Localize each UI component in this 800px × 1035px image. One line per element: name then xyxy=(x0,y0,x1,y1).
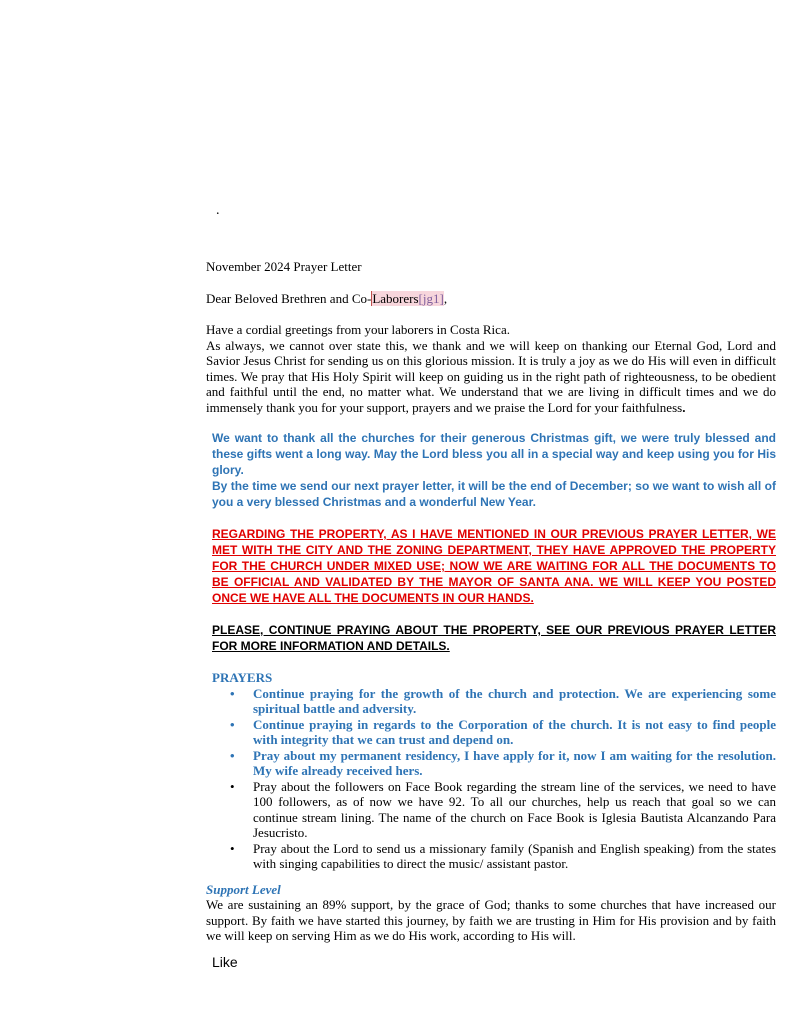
prayer-text: Continue praying for the growth of the church and protection. We are experiencing some spiritual battle and adversity. xyxy=(253,685,776,716)
intro-paragraph xyxy=(206,338,776,416)
intro-line: Have a cordial greetings from your laborers in Costa Rica. xyxy=(206,322,510,337)
list-item xyxy=(230,840,776,872)
greeting-suffix: , xyxy=(443,290,448,306)
list-item xyxy=(230,685,776,717)
prayer-text: Pray about the followers on Face Book regarding the stream line of the services, we need to have 100 followers, as of now we have 92. To all our churches, help us reach that goal so we can continue stream lining. The name of the church on Face Book is Iglesia Bautista Alcanzando Para Jesucristo. xyxy=(253,778,776,840)
bullet: • xyxy=(230,716,235,732)
prayer-text: Pray about my permanent residency, I have apply for it, now I am waiting for the resolution. My wife already received hers. xyxy=(253,747,776,778)
property-request: PLEASE, CONTINUE PRAYING ABOUT THE PROPERTY, SEE OUR PREVIOUS PRAYER LETTER FOR MORE INFORMATION AND DETAILS. xyxy=(212,623,776,653)
greeting-prefix: Dear Beloved Brethren and Co- xyxy=(206,290,372,306)
like-label[interactable]: Like xyxy=(212,954,238,970)
christmas-thanks: We want to thank all the churches for their generous Christmas gift, we were truly blessed and these gifts went a long way. May the Lord bless you all in a special way and keep using you for His glory. xyxy=(212,431,776,477)
list-item xyxy=(230,747,776,779)
comment-highlight[interactable]: Laborers xyxy=(372,290,419,306)
prayer-text: Pray about the Lord to send us a missionary family (Spanish and English speaking) from the states with singing capabilities to direct the music/ assistant pastor. xyxy=(253,840,776,871)
prayer-text: Continue praying in regards to the Corporation of the church. It is not easy to find people with integrity that we can trust and depend on. xyxy=(253,716,776,747)
list-item xyxy=(230,778,776,841)
bullet: • xyxy=(230,778,235,794)
bullet: • xyxy=(230,747,235,763)
support-text: We are sustaining an 89% support, by the grace of God; thanks to some churches that have increased our support. By faith we have started this journey, by faith we are trusting in Him for His provision and by faith we will keep on serving Him as we do His work, according to His will. xyxy=(206,897,776,943)
bullet: • xyxy=(230,840,235,856)
comment-reference[interactable]: [jg1] xyxy=(418,290,444,306)
list-item xyxy=(230,716,776,748)
stray-dot: . xyxy=(216,203,220,218)
prayer-list xyxy=(206,686,776,872)
greeting xyxy=(206,291,776,307)
christmas-wishes: By the time we send our next prayer letter, it will be the end of December; so we want to wish all of you a very blessed Christmas and a wonderful New Year. xyxy=(212,479,776,509)
bullet: • xyxy=(230,685,235,701)
support-heading: Support Level xyxy=(206,881,281,897)
prayers-heading: PRAYERS xyxy=(212,670,273,685)
prayer-letter xyxy=(206,259,776,944)
letter-title: November 2024 Prayer Letter xyxy=(206,259,362,274)
intro-paragraph-text: As always, we cannot over state this, we thank and we will keep on thanking our Eternal God, Lord and Savior Jesus Christ for sending us on this glorious mission. It is truly a joy as we do His will even in difficult times. We pray that His Holy Spirit will keep on guiding us in the right path of righteousness, to be obedient and faithful until the end, no matter what. We understand that we are living in difficult times and we do immensely thank you for your support, prayers and we praise the Lord for your faithfulness xyxy=(206,337,776,415)
intro-end: . xyxy=(682,399,686,415)
property-update: REGARDING THE PROPERTY, AS I HAVE MENTIONED IN OUR PREVIOUS PRAYER LETTER, WE MET WITH THE CITY AND THE ZONING DEPARTMENT, THEY HAVE APPROVED THE PROPERTY FOR THE CHURCH UNDER MIXED USE; NOW WE ARE WAITING FOR ALL THE DOCUMENTS TO BE OFFICIAL AND VALIDATED BY THE MAYOR OF SANTA ANA. WE WILL KEEP YOU POSTED ONCE WE HAVE ALL THE DOCUMENTS IN OUR HANDS. xyxy=(212,527,776,605)
